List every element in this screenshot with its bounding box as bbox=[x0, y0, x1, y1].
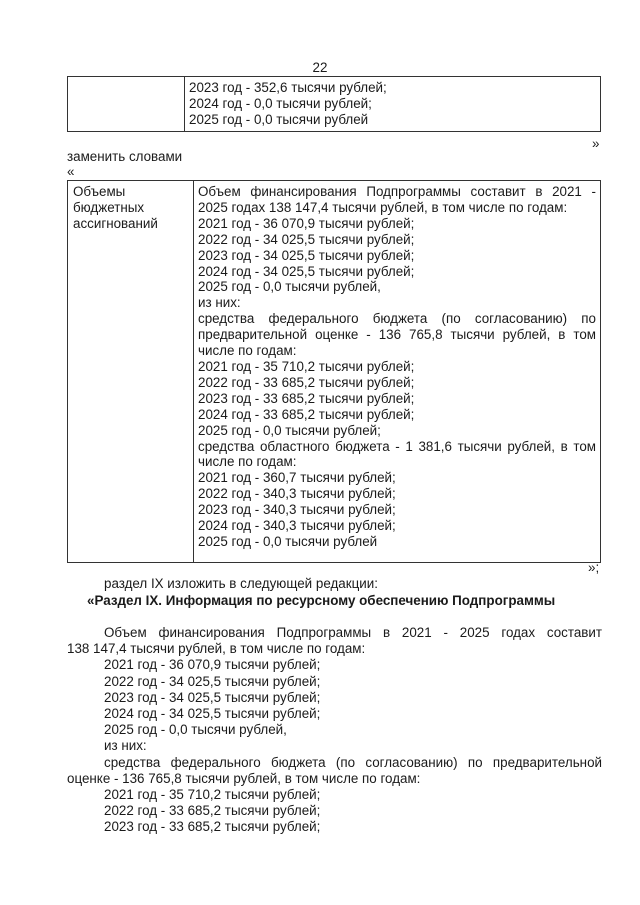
opening-quote: « bbox=[67, 164, 75, 179]
label-line: ассигнований bbox=[73, 215, 158, 231]
content-line: 2021 год - 360,7 тысячи рублей; bbox=[198, 470, 396, 486]
section-body bbox=[67, 625, 602, 836]
table-budget-allocations bbox=[67, 180, 601, 563]
section-heading: «Раздел IX. Информация по ресурсному обеспечению Подпрограммы bbox=[87, 593, 556, 608]
body-line: оценке - 136 765,8 тысячи рублей, в том числе по годам: bbox=[67, 770, 421, 786]
body-line: 2023 год - 33 685,2 тысячи рублей; bbox=[104, 819, 321, 835]
body-line: 2025 год - 0,0 тысячи рублей, bbox=[104, 722, 287, 738]
table-top-left-cell bbox=[68, 77, 185, 132]
content-line: из них: bbox=[198, 295, 241, 311]
content-line: предварительной оценке - 136 765,8 тысячи рублей, в том bbox=[198, 327, 596, 343]
content-line: 2025 годах 138 147,4 тысячи рублей, в том числе по годам: bbox=[198, 199, 568, 215]
body-line: 2022 год - 33 685,2 тысячи рублей; bbox=[104, 803, 321, 819]
content-line: 2025 год - 0,0 тысячи рублей, bbox=[198, 279, 381, 295]
table-top-right-cell bbox=[185, 77, 601, 132]
replace-instruction: заменить словами bbox=[67, 149, 183, 164]
table-top-fragment bbox=[67, 76, 601, 132]
content-line: 2021 год - 36 070,9 тысячи рублей; bbox=[198, 215, 415, 231]
page-number: 22 bbox=[312, 60, 328, 75]
content-line: числе по годам: bbox=[198, 454, 297, 470]
label-line: Объемы bbox=[73, 184, 126, 199]
content-line: 2023 год - 340,3 тысячи рублей; bbox=[198, 502, 396, 518]
content-line: 2022 год - 34 025,5 тысячи рублей; bbox=[198, 231, 415, 247]
content-line: 2023 год - 34 025,5 тысячи рублей; bbox=[198, 247, 415, 263]
content-line: Объем финансирования Подпрограммы составит в 2021 - bbox=[198, 184, 596, 199]
content-line: 2025 год - 0,0 тысячи рублей bbox=[198, 533, 378, 549]
content-line: средства федерального бюджета (по согласованию) по bbox=[198, 311, 596, 327]
content-line: 2022 год - 33 685,2 тысячи рублей; bbox=[198, 374, 415, 390]
content-line: 2022 год - 340,3 тысячи рублей; bbox=[198, 486, 396, 502]
body-line: 2021 год - 35 710,2 тысячи рублей; bbox=[104, 787, 321, 803]
body-line: 2022 год - 34 025,5 тысячи рублей; bbox=[104, 673, 321, 689]
body-line: 2023 год - 34 025,5 тысячи рублей; bbox=[104, 689, 321, 705]
body-line: Объем финансирования Подпрограммы в 2021 - 2025 годах составит bbox=[104, 625, 602, 640]
content-line: 2023 год - 33 685,2 тысячи рублей; bbox=[198, 390, 415, 406]
closing-quote-top: » bbox=[592, 136, 600, 151]
body-line: из них: bbox=[104, 738, 147, 754]
content-line: средства областного бюджета - 1 381,6 тысячи рублей, в том bbox=[198, 438, 596, 454]
content-line: 2024 год - 33 685,2 тысячи рублей; bbox=[198, 406, 415, 422]
section-intro: раздел IX изложить в следующей редакции: bbox=[104, 576, 378, 591]
body-line: средства федерального бюджета (по согласованию) по предварительной bbox=[104, 754, 602, 770]
content-line: 2021 год - 35 710,2 тысячи рублей; bbox=[198, 358, 415, 374]
content-line: числе по годам: bbox=[198, 343, 297, 359]
closing-quote-main: »; bbox=[588, 560, 600, 575]
body-line: 2024 год - 34 025,5 тысячи рублей; bbox=[104, 706, 321, 722]
content-line: 2025 год - 0,0 тысячи рублей; bbox=[198, 422, 381, 438]
label-line: бюджетных bbox=[73, 199, 145, 215]
table-content-cell bbox=[194, 181, 601, 563]
body-line: 2021 год - 36 070,9 тысячи рублей; bbox=[104, 657, 321, 673]
content-line: 2024 год - 34 025,5 тысячи рублей; bbox=[198, 263, 415, 279]
table-label-cell bbox=[68, 181, 194, 563]
content-line: 2024 год - 340,3 тысячи рублей; bbox=[198, 518, 396, 534]
body-line: 138 147,4 тысячи рублей, в том числе по годам: bbox=[67, 641, 366, 657]
table-top-line: 2025 год - 0,0 тысячи рублей bbox=[189, 111, 369, 127]
table-top-line: 2024 год - 0,0 тысячи рублей; bbox=[189, 95, 372, 111]
table-top-line: 2023 год - 352,6 тысячи рублей; bbox=[189, 80, 387, 95]
